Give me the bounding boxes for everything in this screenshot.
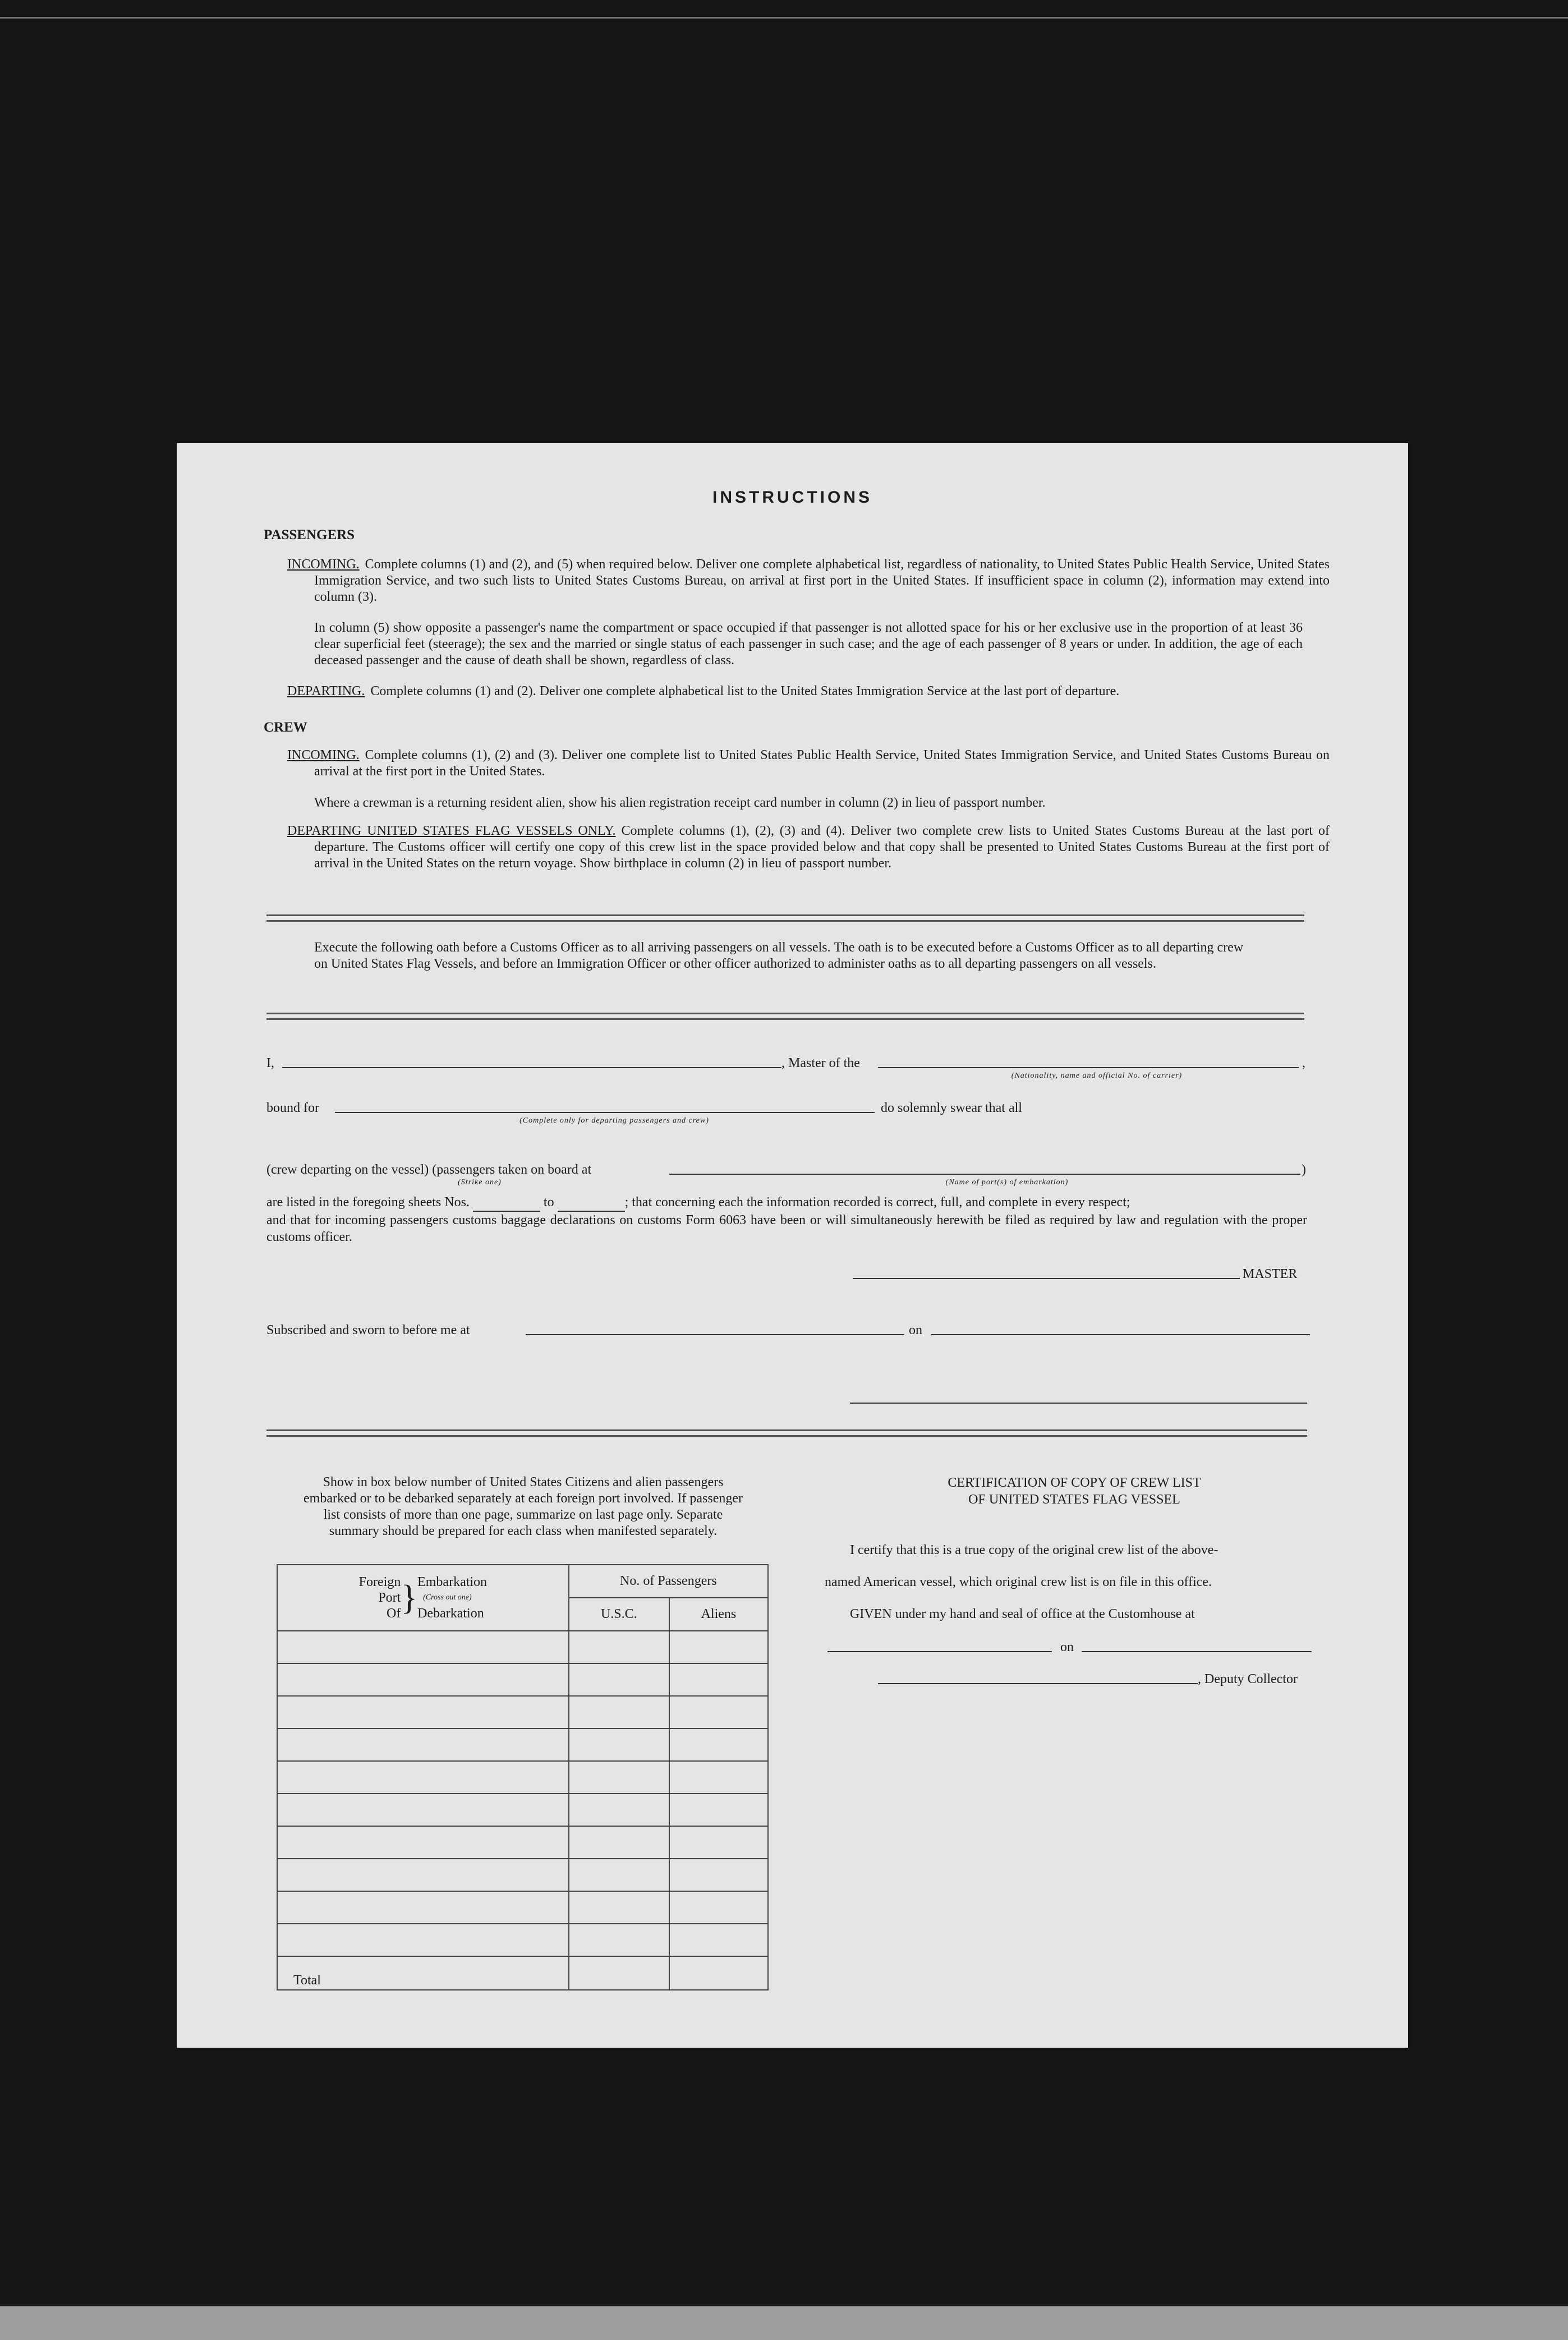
usc-cell[interactable] [569,1859,669,1891]
certification-title-1: CERTIFICATION OF COPY OF CREW LIST [948,1475,1201,1490]
brace-glyph: } [401,1579,418,1617]
crew-incoming-text: Complete columns (1), (2) and (3). Deliver one complete list to United States Public Health Service, United States Immigration Service, and United States Customs Bureau on arrival at the first port in the United States. [314,748,1330,779]
aliens-cell[interactable] [669,1631,768,1663]
officer-signature-field[interactable] [850,1403,1307,1404]
table-row [277,1663,768,1696]
passengers-column5: In column (5) show opposite a passenger's name the compartment or space occupied if that passenger is not allotted space for his or her exclusive use in the proportion of at least 36 clear superficial feet (steerage); the sex and the married or single status of each passenger in such case; and the age of each passenger of 8 years or under. In addition, the age of each deceased passenger and the cause of death shall be shown, regardless of class. [314,620,1303,668]
aliens-cell[interactable] [669,1924,768,1956]
listed-text-c: and that for incoming passengers customs baggage declarations on customs Form 6063 have been or will simultaneously herewith be filed as required by law and regulation with the proper customs officer. [266,1213,1307,1244]
foreign-label: Foreign [358,1575,401,1589]
port-label: Port [378,1590,401,1605]
double-rule-1 [266,914,1304,922]
certify-line-3: GIVEN under my hand and seal of office at the Customhouse at [850,1607,1195,1621]
deputy-collector-label: , Deputy Collector [1198,1672,1298,1686]
double-rule-3 [266,1429,1307,1437]
cross-out-label: (Cross out one) [423,1593,472,1602]
crew-heading: CREW [264,720,307,735]
passengers-incoming-text: Complete columns (1) and (2), and (5) when required below. Deliver one complete alphabetical list, regardless of nationality, to United States Public Health Service, United States Immigration Service, and two such lists to United States Customs Bureau, on arrival at first port in the United States. If insufficient space in column (2), information may extend into column (3). [314,557,1330,604]
master-name-field[interactable] [282,1067,781,1068]
certification-title [827,1474,1321,1508]
passengers-incoming-label: INCOMING. [287,557,360,572]
oath-i-label: I, [266,1056,274,1070]
carrier-field[interactable] [878,1067,1299,1068]
total-label: Total [277,1956,569,1990]
total-aliens-cell[interactable] [669,1956,768,1990]
listed-text-a: are listed in the foregoing sheets Nos. [266,1195,470,1210]
embarkation-label: Embarkation [417,1575,488,1589]
table-row [277,1794,768,1826]
total-row [277,1956,768,1990]
usc-cell[interactable] [569,1891,669,1924]
crew-departing-label: DEPARTING UNITED STATES FLAG VESSELS ONLY. [287,824,616,838]
aliens-cell[interactable] [669,1826,768,1859]
usc-cell[interactable] [569,1696,669,1728]
table-row [277,1826,768,1859]
table-row [277,1891,768,1924]
usc-header: U.S.C. [569,1598,669,1631]
listed-to-label: to [543,1195,554,1210]
ports-table [277,1564,769,1990]
port-cell[interactable] [277,1663,569,1696]
page-title: INSTRUCTIONS [712,488,872,507]
nationality-caption: (Nationality, name and official No. of carrier) [1011,1072,1183,1080]
film-edge-line [0,17,1568,19]
certify-date-field[interactable] [1082,1651,1312,1652]
crew-incoming-label: INCOMING. [287,748,360,762]
passengers-heading: PASSENGERS [264,527,355,543]
crew-departing-text: Complete columns (1), (2), (3) and (4). Deliver two complete crew lists to United States Customs Bureau at the last port of departure. The Customs officer will certify one copy of this crew list in the space provided below and that copy shall be presented to United States Customs Bureau at the first port of arrival in the United States on the return voyage. Show birthplace in column (2) in lieu of passport number. [314,824,1330,871]
crew-departing [287,823,1330,872]
crew-resident: Where a crewman is a returning resident alien, show his alien registration receipt card number in column (2) in lieu of passport number. [314,796,1046,810]
usc-cell[interactable] [569,1631,669,1663]
sheet-from-field[interactable] [473,1194,540,1212]
sworn-on-label: on [909,1323,922,1337]
passengers-departing-label: DEPARTING. [287,684,365,698]
sworn-place-field[interactable] [526,1334,904,1335]
no-passengers-header: No. of Passengers [569,1565,768,1598]
table-row [277,1924,768,1956]
customhouse-field[interactable] [827,1651,1052,1652]
aliens-cell[interactable] [669,1794,768,1826]
strike-text: (crew departing on the vessel) (passengers taken on board at [266,1162,592,1177]
table-row [277,1728,768,1761]
double-rule-2 [266,1013,1304,1020]
port-cell[interactable] [277,1924,569,1956]
master-signature-field[interactable] [853,1278,1240,1279]
sworn-date-field[interactable] [931,1334,1310,1335]
table-row [277,1859,768,1891]
aliens-header: Aliens [669,1598,768,1631]
usc-cell[interactable] [569,1794,669,1826]
listed-statement [266,1194,1307,1245]
close-paren: ) [1302,1162,1306,1177]
usc-cell[interactable] [569,1663,669,1696]
port-cell[interactable] [277,1826,569,1859]
total-usc-cell[interactable] [569,1956,669,1990]
of-label: Of [387,1606,401,1621]
port-header-cell [277,1565,569,1631]
deputy-signature-field[interactable] [878,1683,1198,1684]
aliens-cell[interactable] [669,1859,768,1891]
port-cell[interactable] [277,1761,569,1794]
table-row [277,1696,768,1728]
usc-cell[interactable] [569,1728,669,1761]
film-strip [0,2306,1568,2340]
passengers-incoming [287,557,1330,605]
port-cell[interactable] [277,1631,569,1663]
ports-caption: (Name of port(s) of embarkation) [945,1178,1069,1187]
summary-note: Show in box below number of United States Citizens and alien passengers embarked or to be debarked separately at each foreign port involved. If passenger list consists of more than one page, summarize on last page only. Separate summary should be prepared for each class when manifested separately. [304,1475,743,1538]
port-cell[interactable] [277,1859,569,1891]
certify-on-label: on [1060,1640,1074,1654]
comma-mark: , [1302,1056,1305,1070]
certify-line-2: named American vessel, which original crew list is on file in this office. [825,1575,1212,1589]
subscribed-label: Subscribed and sworn to before me at [266,1323,470,1337]
port-cell[interactable] [277,1794,569,1826]
debarkation-label: Debarkation [417,1606,484,1621]
usc-cell[interactable] [569,1826,669,1859]
usc-cell[interactable] [569,1924,669,1956]
bound-for-label: bound for [266,1101,319,1115]
master-label: MASTER [1243,1267,1298,1281]
table-row [277,1761,768,1794]
sheet-to-field[interactable] [558,1194,625,1212]
passengers-departing-text: Complete columns (1) and (2). Deliver one complete alphabetical list to the United States Immigration Service at the last port of departure. [370,684,1120,698]
certification-title-2: OF UNITED STATES FLAG VESSEL [968,1492,1180,1507]
complete-caption: (Complete only for departing passengers and crew) [519,1116,709,1125]
aliens-cell[interactable] [669,1728,768,1761]
aliens-cell[interactable] [669,1891,768,1924]
passengers-departing [287,683,1330,700]
strike-caption: (Strike one) [458,1178,502,1187]
table-row [277,1631,768,1663]
aliens-cell[interactable] [669,1663,768,1696]
swear-label: do solemnly swear that all [881,1101,1022,1115]
port-cell[interactable] [277,1728,569,1761]
form-page [177,443,1408,2048]
embarkation-ports-field[interactable] [669,1174,1300,1175]
aliens-cell[interactable] [669,1696,768,1728]
oath-note: Execute the following oath before a Customs Officer as to all arriving passengers on all vessels. The oath is to be executed before a Customs Officer as to all departing crew on United States Flag Vessels, and before an Immigration Officer or other officer authorized to administer oaths as to all departing passengers on all vessels. [314,940,1244,971]
aliens-cell[interactable] [669,1761,768,1794]
usc-cell[interactable] [569,1761,669,1794]
listed-text-b: ; that concerning each the information recorded is correct, full, and complete in every respect; [624,1195,1130,1210]
port-cell[interactable] [277,1891,569,1924]
crew-incoming [287,747,1330,780]
bound-for-field[interactable] [335,1112,875,1113]
master-of-label: , Master of the [781,1056,860,1070]
certify-line-1: I certify that this is a true copy of the original crew list of the above- [850,1543,1218,1557]
port-cell[interactable] [277,1696,569,1728]
